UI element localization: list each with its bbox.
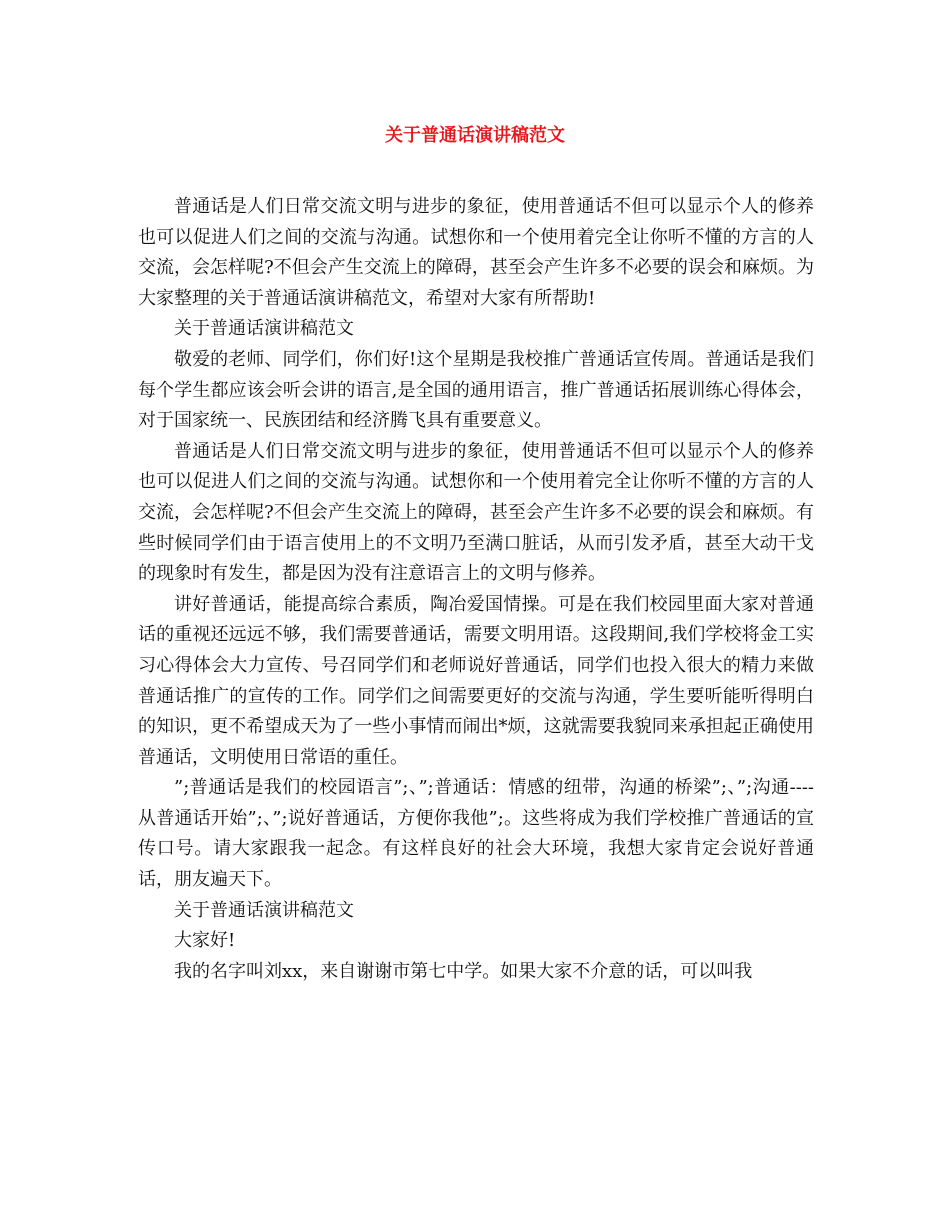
document-body <box>138 192 814 987</box>
paragraph-self-intro: 我的名字叫刘xx，来自谢谢市第七中学。如果大家不介意的话，可以叫我 <box>174 960 753 982</box>
paragraph-heading-2: 关于普通话演讲稿范文 <box>174 899 354 921</box>
document-title: 关于普通话演讲稿范文 <box>385 125 565 146</box>
paragraph-greeting-teachers: 敬爱的老师、同学们，你们好!这个星期是我校推广普通话宣传周。普通话是我们每个学生都应该会听会讲的语言,是全国的通用语言，推广普通话拓展训练心得体会，对于国家统一、民族团结和经济腾飞具有重要意义。 <box>138 348 814 432</box>
paragraph-intro: 普通话是人们日常交流文明与进步的象征，使用普通话不但可以显示个人的修养也可以促进人们之间的交流与沟通。试想你和一个使用着完全让你听不懂的方言的人交流，会怎样呢?不但会产生交流上的障碍，甚至会产生许多不必要的误会和麻烦。为大家整理的关于普通话演讲稿范文，希望对大家有所帮助! <box>138 196 814 309</box>
paragraph-hello: 大家好! <box>174 930 236 952</box>
paragraph-quality: 讲好普通话，能提高综合素质，陶冶爱国情操。可是在我们校园里面大家对普通话的重视还远远不够，我们需要普通话，需要文明用语。这段期间,我们学校将金工实习心得体会大力宣传、号召同学们和老师说好普通话，同学们也投入很大的精力来做普通话推广的宣传的工作。同学们之间需要更好的交流与沟通，学生要听能听得明白的知识，更不希望成天为了一些小事情而闹出*烦，这就需要我貌同来承担起正确使用普通话，文明使用日常语的重任。 <box>138 593 814 768</box>
paragraph-heading-1: 关于普通话演讲稿范文 <box>174 318 354 340</box>
paragraph-symbol: 普通话是人们日常交流文明与进步的象征，使用普通话不但可以显示个人的修养也可以促进人们之间的交流与沟通。试想你和一个使用着完全让你听不懂的方言的人交流，会怎样呢?不但会产生交流上的障碍，甚至会产生许多不必要的误会和麻烦。有些时候同学们由于语言使用上的不文明乃至满口脏话，从而引发矛盾，甚至大动干戈的现象时有发生，都是因为没有注意语言上的文明与修养。 <box>138 440 814 585</box>
paragraph-slogans: ”;普通话是我们的校园语言”;、”;普通话：情感的纽带，沟通的桥梁”;、”;沟通----从普通话开始”;、”;说好普通话，方便你我他”;。这些将成为我们学校推广普通话的宣传口号。请大家跟我一起念。有这样良好的社会大环境，我想大家肯定会说好普通话，朋友遍天下。 <box>138 777 814 891</box>
